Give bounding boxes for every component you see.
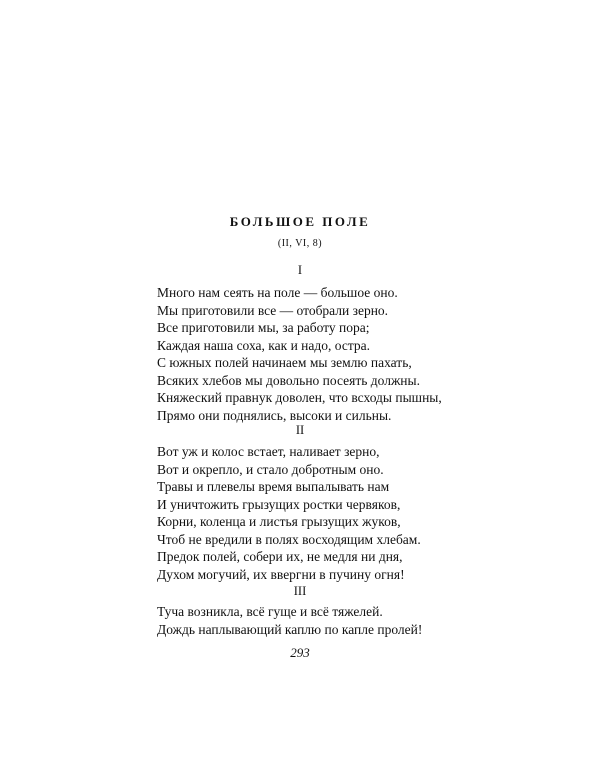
verse-line: Духом могучий, их ввергни в пучину огня! — [157, 566, 405, 582]
verse-line: Вот и окрепло, и стало добротным оно. — [157, 461, 384, 477]
verse-line: Корни, коленца и листья грызущих жуков, — [157, 514, 401, 529]
page-number: 293 — [290, 645, 310, 660]
verse-line: Травы и плевелы время выпалывать нам — [157, 479, 390, 494]
part-heading: I — [297, 263, 303, 277]
verse-line: Вот уж и колос встает, наливает зерно, — [157, 444, 380, 459]
verse-line: Все приготовили мы, за работу пора; — [157, 320, 370, 335]
verse-line: Предок полей, собери их, не медля ни дня, — [157, 549, 403, 564]
verse-line: Дождь наплывающий каплю по капле пролей! — [157, 621, 423, 637]
verse-line: Всяких хлебов мы довольно посеять должны. — [157, 372, 420, 388]
part-heading: II — [295, 423, 305, 437]
verse-line: Чтоб не вредили в полях восходящим хлебам. — [157, 531, 421, 547]
verse-line: Княжеский правнук доволен, что всходы пышны, — [157, 390, 442, 405]
poem-title: БОЛЬШОЕ ПОЛЕ — [229, 214, 371, 229]
stanza — [157, 443, 457, 583]
verse-line: Каждая наша соха, как и надо, остра. — [157, 337, 371, 353]
verse-line: И уничтожить грызущих ростки червяков, — [157, 496, 401, 512]
verse-line: Туча возникла, всё гуще и всё тяжелей. — [157, 604, 383, 619]
part-heading: III — [293, 584, 307, 598]
stanza — [157, 284, 457, 424]
verse-line: Прямо они поднялись, высоки и сильны. — [157, 407, 392, 423]
verse-line: Много нам сеять на поле — большое оно. — [157, 285, 398, 300]
poem-subtitle: (II, VI, 8) — [277, 238, 323, 249]
stanza — [157, 603, 457, 638]
verse-line: Мы приготовили все — отобрали зерно. — [157, 302, 389, 318]
verse-line: С южных полей начинаем мы землю пахать, — [157, 355, 412, 370]
